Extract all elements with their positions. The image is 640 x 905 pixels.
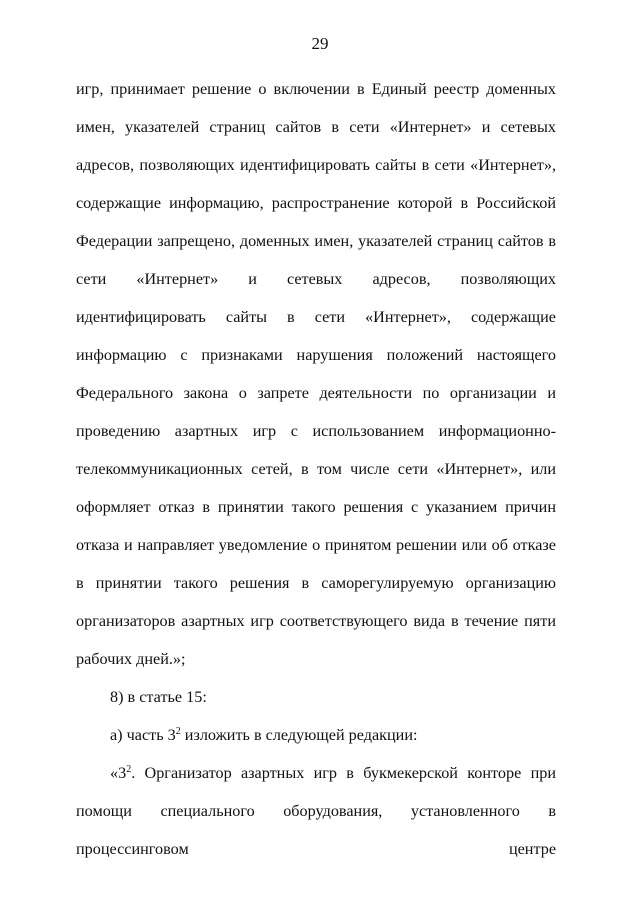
subitem-a-text-start: а) часть 3 [110, 726, 176, 744]
page-number: 29 [311, 34, 329, 53]
superscript-2: 2 [175, 726, 181, 737]
part-3-2-text: . Организатор азартных игр в букмекерской конторе при помощи специального оборудования, установленного в процессинговом центре [76, 764, 556, 858]
paragraph-part-3-2 [76, 754, 556, 868]
subitem-a-text-end: изложить в следующей редакции: [180, 726, 418, 744]
paragraph-continuation: игр, принимает решение о включении в Единый реестр доменных имен, указателей страниц сайтов в сети «Интернет» и сетевых адресов, позволяющих идентифицировать сайты в сети «Интернет», содержащие информацию, распространение которой в Российской Федерации запрещено, доменных имен, указателей страниц сайтов в сети «Интернет» и сетевых адресов, позволяющих идентифицировать сайты в сети «Интернет», содержащие информацию с признаками нарушения положений настоящего Федерального закона о запрете деятельности по организации и проведению азартных игр с использованием информационно-телекоммуникационных сетей, в том числе сети «Интернет», или оформляет отказ в принятии такого решения с указанием причин отказа и направляет уведомление о принятом решении или об отказе в принятии такого решения в саморегулируемую организацию организаторов азартных игр соответствующего вида в течение пяти рабочих дней.»; [76, 80, 556, 668]
superscript-2: 2 [126, 764, 132, 775]
paragraph-item-8: 8) в статье 15: [110, 688, 207, 706]
part-3-2-label: «3 [110, 764, 127, 782]
paragraph-subitem-a [76, 716, 556, 754]
document-body [76, 70, 556, 868]
